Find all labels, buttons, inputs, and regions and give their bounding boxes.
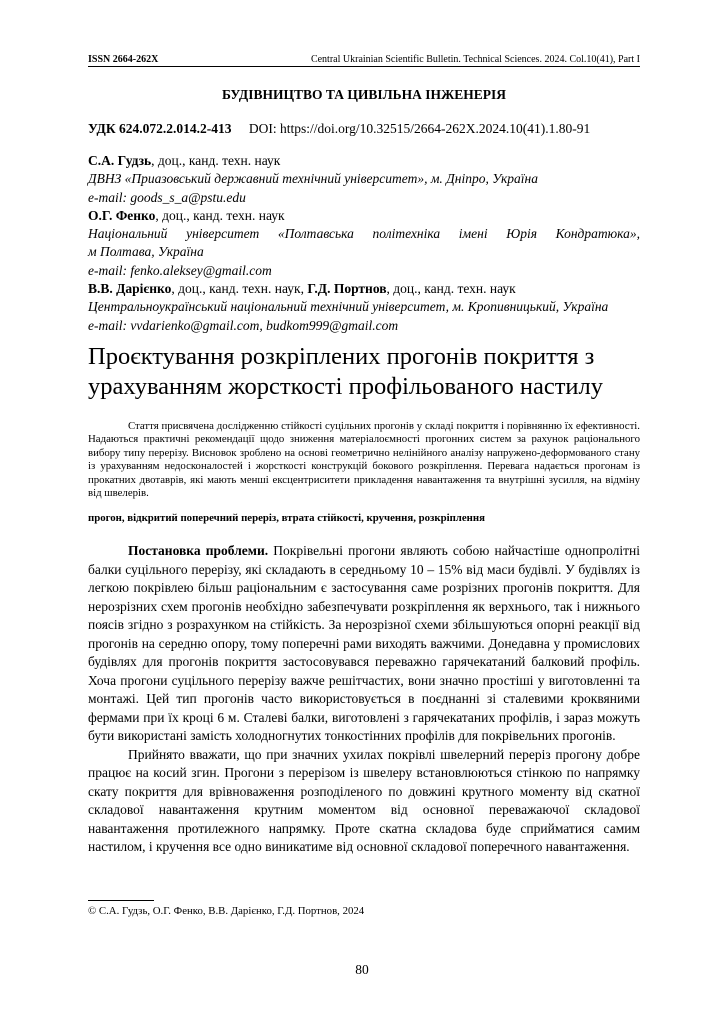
- footnote-rule: [88, 900, 154, 901]
- abstract: Стаття присвячена дослідженню стійкості суцільних прогонів у складі покриття і порівнянню їх ефективності. Надаються практичні рекомендації щодо зниження матеріалоємності прогонних систем за рахунок раціонального вибору типу перерізу. Висновок зроблено на основі геометрично нелінійного аналізу напружено-деформованого стану із урахуванням недосконалостей і жорсткості конструкцій бокового розкріплення. Перевага надається прогонам із прокатних двотаврів, які мають менші ексцентриситети прикладення навантаження та внутрішні зусилля, на відміну від швелерів.: [88, 420, 640, 500]
- journal-citation: Central Ukrainian Scientific Bulletin. Technical Sciences. 2024. Col.10(41), Part I: [310, 54, 640, 65]
- author-name: В.В. Дарієнко: [88, 281, 172, 297]
- doi-link[interactable]: DOI: https://doi.org/10.32515/2664-262X.2024.10(41).1.80-91: [248, 121, 591, 136]
- author-3-4: [88, 280, 640, 298]
- author-block: [88, 152, 640, 335]
- section-title: БУДІВНИЦТВО ТА ЦИВІЛЬНА ІНЖЕНЕРІЯ: [221, 87, 507, 102]
- author-2-email[interactable]: e-mail: fenko.aleksey@gmail.com: [88, 262, 272, 278]
- author-name: Г.Д. Портнов: [307, 281, 387, 297]
- author-degree: , доц., канд. техн. наук: [386, 281, 516, 297]
- author-degree: , доц., канд. техн. наук: [151, 153, 281, 168]
- author-name: О.Г. Фенко: [88, 207, 156, 223]
- page-number: 80: [355, 962, 369, 977]
- paragraph-text: Покрівельні прогони являють собою найчастіше однопролітні балки суцільного перерізу, які складають в середньому 10 – 15% від маси будівлі. У будівлях із легкою покрівлею більш раціональним є застосування саме розрізних прогонів покриття. Для нерозрізних схем прогонів необхідно забезпечувати розкріплення як верхнього, так і нижнього поясів згідно з розрахунком на стійкість. За нерозрізної схеми збільшуються опорні реакції від прогонів на середню опору, тому поперечні рами виходять важчими. Донедавна у промислових будівлях для прогонів покриття застосовувався переважно гарячекатаний балковий профіль. Хоча прогони суцільного перерізу важче решітчастих, вони значно простіші у виготовленні та монтажі. Цей тип прогонів часто використовується в поєднанні зі сталевими кроквяними фермами при їх кроці 6 м. Сталеві балки, виготовлені з гарячекатаних профілів, і зараз можуть бути використані замість холодногнутих тонкостінних профілів для покрівельних прогонів.: [88, 543, 641, 743]
- keywords: прогон, відкритий поперечний переріз, втрата стійкості, кручення, розкріплення: [88, 512, 485, 524]
- copyright-footnote: © С.А. Гудзь, О.Г. Фенко, В.В. Дарієнко, Г.Д. Портнов, 2024: [88, 905, 365, 917]
- author-1-email[interactable]: e-mail: goods_s_a@pstu.edu: [88, 189, 246, 205]
- author-3-4-email[interactable]: e-mail: vvdarienko@gmail.com, budkom999@gmail.com: [88, 317, 399, 333]
- header-rule: [88, 66, 640, 67]
- udk-code: УДК 624.072.2.014.2-413: [88, 121, 232, 136]
- author-name: С.А. Гудзь: [88, 153, 152, 168]
- paragraph: [88, 542, 640, 746]
- author-1-affiliation: ДВНЗ «Приазовський державний технічний університет», м. Дніпро, Україна: [88, 171, 538, 187]
- article-title: Проєктування розкріплених прогонів покриття з урахуванням жорсткості профільованого настилу: [88, 343, 604, 400]
- body-text: [88, 542, 640, 857]
- udk-doi-line: [88, 120, 648, 138]
- paragraph: Прийнято вважати, що при значних ухилах покрівлі швелерний переріз прогону добре працює на косий згин. Прогони з перерізом із швелеру встановлюються стінкою по напрямку скату покриття для врівноваження розподіленого по довжині крутного моменту від скатної складової навантаження крутним моментом від основної переважаючої складової навантаження протилежного напрямку. Проте скатна складова буде сприйматися самим настилом, і кручення все одно виникатиме від основної складової поперечного навантаження.: [88, 746, 640, 854]
- author-2: [88, 207, 640, 225]
- author-degree: , доц., канд. техн. наук,: [171, 281, 308, 297]
- author-3-4-affiliation: Центральноукраїнський національний технічний університет, м. Кропивницький, Україна: [88, 299, 609, 315]
- author-1: [88, 152, 640, 170]
- paragraph-heading: Постановка проблеми.: [128, 543, 269, 558]
- author-2-affiliation: Національний університет «Полтавська політехніка імені Юрія Кондратюка»,: [88, 226, 640, 242]
- author-2-affiliation-city: м Полтава, Україна: [88, 244, 204, 260]
- issn: ISSN 2664-262X: [88, 54, 159, 65]
- author-degree: , доц., канд. техн. наук: [155, 207, 285, 223]
